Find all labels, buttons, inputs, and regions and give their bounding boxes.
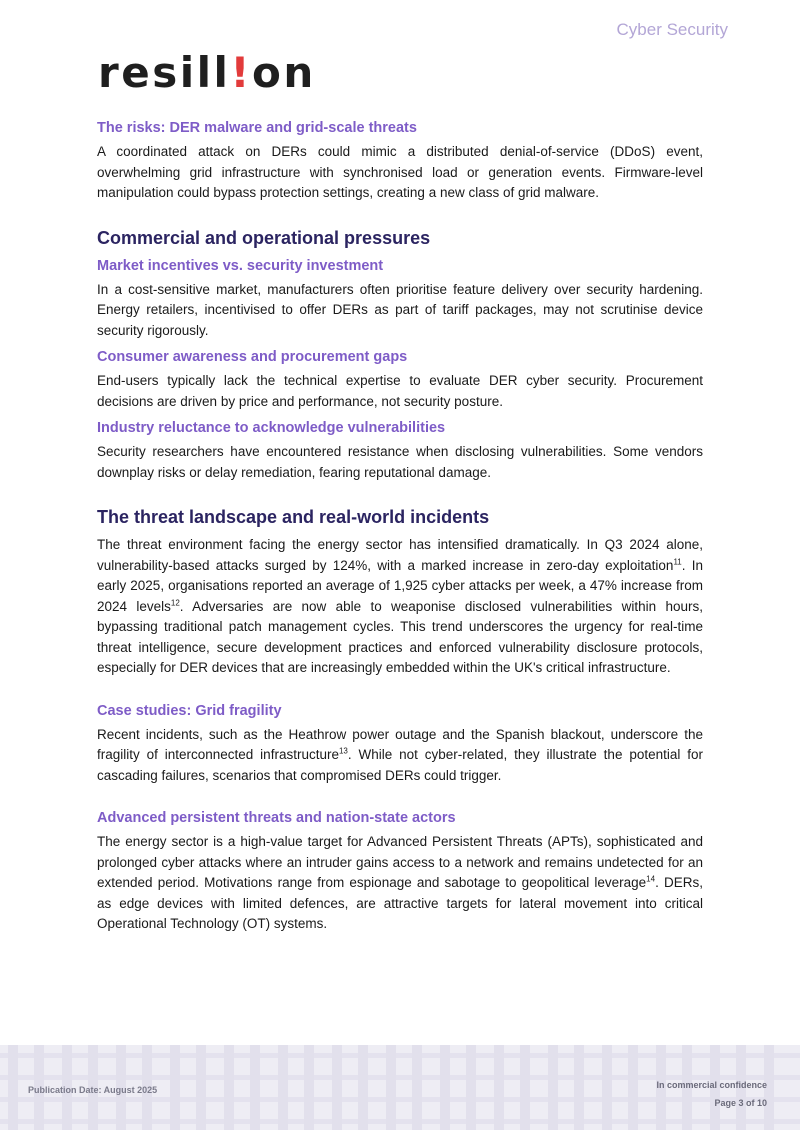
market-heading: Market incentives vs. security investment (97, 257, 384, 274)
threat-text-1: The threat environment facing the energy sector has intensified dramatically. In Q3 2024 alone, vulnerability-based attacks surged by 124%, with a marked increase in zero-day exploitation (97, 537, 703, 573)
commercial-heading: Commercial and operational pressures (97, 227, 431, 248)
document-body (97, 118, 703, 935)
threat-heading: The threat landscape and real-world incidents (97, 507, 490, 527)
risks-heading: The risks: DER malware and grid-scale threats (97, 120, 417, 136)
threat-paragraph (97, 535, 703, 679)
footnote-ref-13[interactable]: 13 (338, 746, 348, 756)
resillion-logo (98, 48, 316, 97)
publication-date: Publication Date: August 2025 (28, 1085, 158, 1095)
case-heading: Case studies: Grid fragility (97, 702, 282, 719)
confidentiality-note: In commercial confidence (656, 1080, 767, 1090)
apt-text-1: The energy sector is a high-value target for Advanced Persistent Threats (APTs), sophisticated and prolonged cyber attacks where an intruder gains access to a network and remains undetected for an extended period. Motivations range from espionage and sabotage to geopolitical leverage (97, 834, 703, 890)
logo-text-a: resill (98, 48, 231, 97)
market-paragraph: In a cost-sensitive market, manufacturers often prioritise feature delivery over security hardening. Energy retailers, incentivised to offer DERs as part of tariff packages, may not scrutinise device security rigorously. (97, 281, 703, 338)
threat-text-3: . Adversaries are now able to weaponise disclosed vulnerabilities within hours, bypassing traditional patch management cycles. This trend underscores the urgency for real-time threat intelligence, secure development practices and enforced vulnerability disclosure protocols, especially for DER devices that are increasingly embedded within the UK's critical infrastructure. (97, 598, 703, 675)
apt-heading: Advanced persistent threats and nation-state actors (97, 810, 456, 826)
case-text-2: . While not cyber-related, they illustrate the potential for cascading failures, scenarios that compromised DERs could trigger. (97, 747, 703, 783)
page-footer (0, 1045, 800, 1130)
case-text-1: Recent incidents, such as the Heathrow power outage and the Spanish blackout, underscore the fragility of interconnected infrastructure (97, 726, 703, 762)
apt-text-2: . DERs, as edge devices with limited defences, are attractive targets for lateral movement into critical Operational Technology (OT) systems. (97, 875, 703, 931)
footnote-ref-14[interactable]: 14 (646, 874, 656, 884)
page-number: Page 3 of 10 (714, 1098, 767, 1108)
risks-paragraph: A coordinated attack on DERs could mimic a distributed denial-of-service (DDoS) event, overwhelming grid infrastructure with synchronised load or generation events. Firmware-level manipulation could bypass protection settings, creating a new class of grid malware. (97, 144, 703, 200)
threat-text-2: . In early 2025, organisations reported an average of 1,925 cyber attacks per week, a 47% increase from 2024 levels (97, 557, 703, 614)
consumer-paragraph: End-users typically lack the technical expertise to evaluate DER cyber security. Procurement decisions are driven by price and performance, not security posture. (97, 373, 703, 409)
logo-text-bang: ! (230, 48, 253, 97)
industry-heading: Industry reluctance to acknowledge vulnerabilities (97, 420, 446, 436)
logo-text-b: on (252, 48, 316, 97)
industry-paragraph: Security researchers have encountered resistance when disclosing vulnerabilities. Some vendors downplay risks or delay remediation, fearing reputational damage. (97, 444, 703, 480)
footnote-ref-12[interactable]: 12 (170, 598, 180, 607)
apt-paragraph (97, 832, 703, 935)
consumer-heading: Consumer awareness and procurement gaps (97, 349, 408, 365)
header-category: Cyber Security (616, 20, 728, 39)
case-paragraph (97, 725, 703, 787)
footnote-ref-11[interactable]: 11 (673, 557, 682, 566)
